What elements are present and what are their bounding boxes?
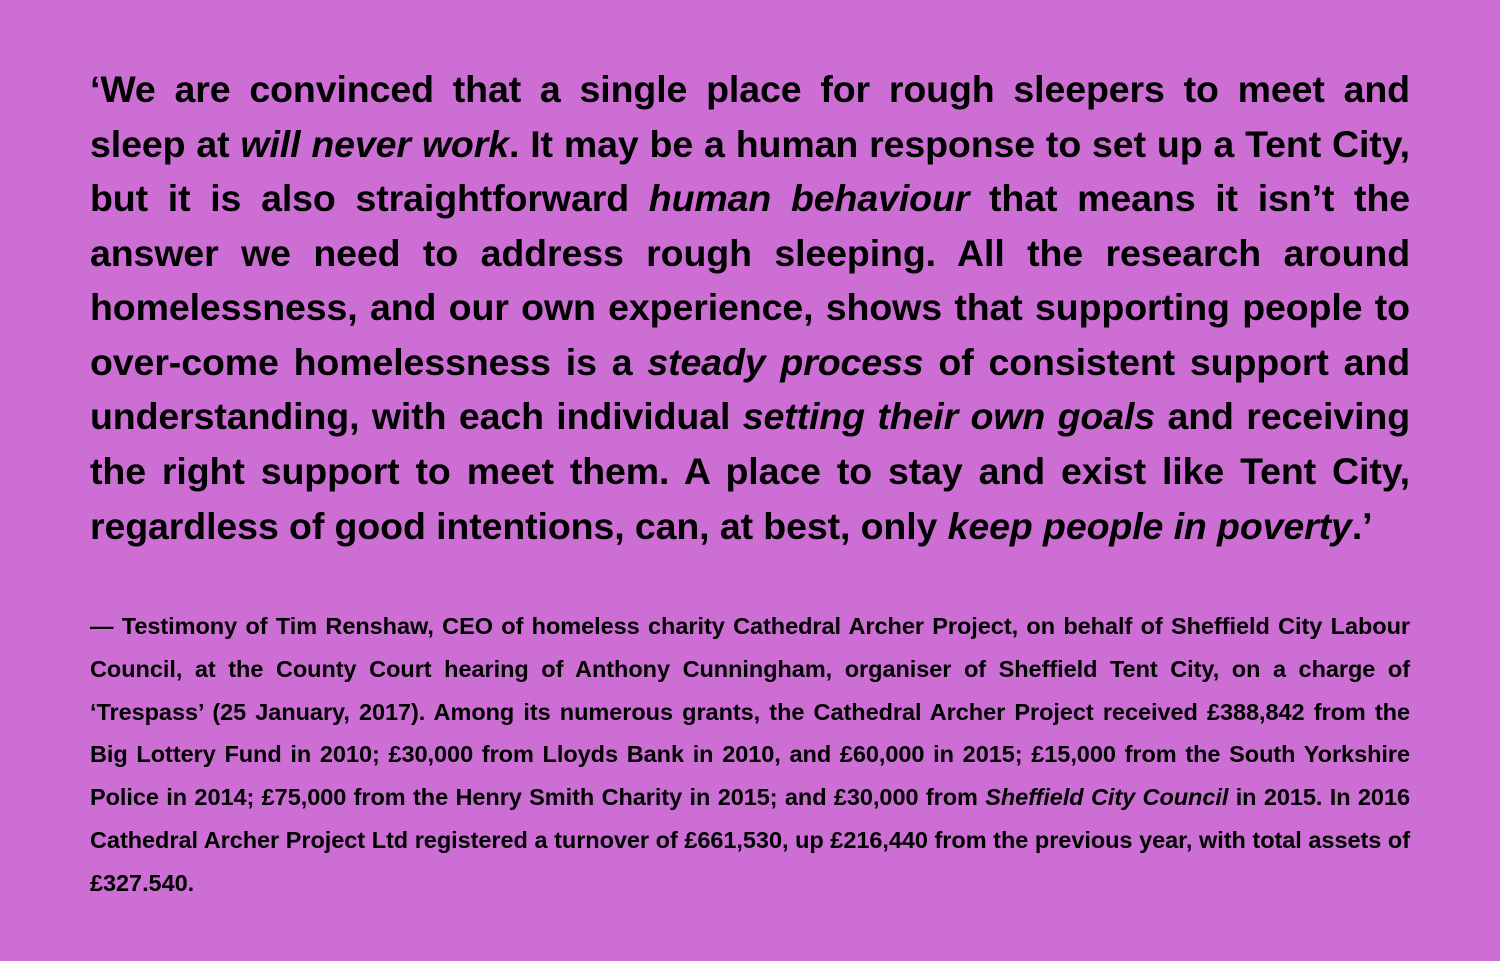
emphasis-run: will never work: [240, 122, 509, 165]
text-run: — Testimony of Tim Renshaw, CEO of homeless charity Cathedral Archer Project, on behalf of Sheffield City Labour Council, at the County Court hearing of Anthony Cunningham, organiser of Sheffield Tent City, on a charge of ‘Trespass’ (25 January, 2017). Among its numerous grants, the Cathedral Archer Project received £388,842 from the Big Lottery Fund in 2010; £30,000 from Lloyds Bank in 2010, and £60,000 in 2015; £15,000 from the South Yorkshire Police in 2014; £75,000 from the Henry Smith Charity in 2015; and £30,000 from: [90, 613, 1417, 811]
emphasis-run: human behaviour: [648, 177, 970, 220]
pull-quote: [90, 62, 1421, 553]
text-run: . It may be a human response to set up a Tent City, but it is also straightforward: [90, 122, 1421, 220]
text-run: ‘We are convinced that a single place for rough sleepers to meet and sleep at: [90, 68, 1421, 165]
emphasis-run: steady process: [647, 340, 924, 383]
emphasis-run: setting their own goals: [742, 395, 1156, 438]
text-run: in 2015. In 2016 Cathedral Archer Project Ltd registered a turnover of £661,530, up £216,440 from the previous year, with total assets of £327.540.: [90, 784, 1417, 896]
text-run: that means it isn’t the answer we need to address rough sleeping. All the research around homelessness, and our own experience, shows that supporting people to over-come homelessness is a: [90, 177, 1421, 383]
attribution-note: [90, 605, 1417, 904]
text-run: .’: [1351, 504, 1373, 547]
text-run: of consistent support and understanding, with each individual: [90, 340, 1421, 438]
emphasis-run: Sheffield City Council: [985, 784, 1229, 811]
emphasis-run: keep people in poverty: [947, 504, 1352, 547]
text-run: and receiving the right support to meet them. A place to stay and exist like Tent City, regardless of good intentions, can, at best, only: [90, 395, 1421, 547]
